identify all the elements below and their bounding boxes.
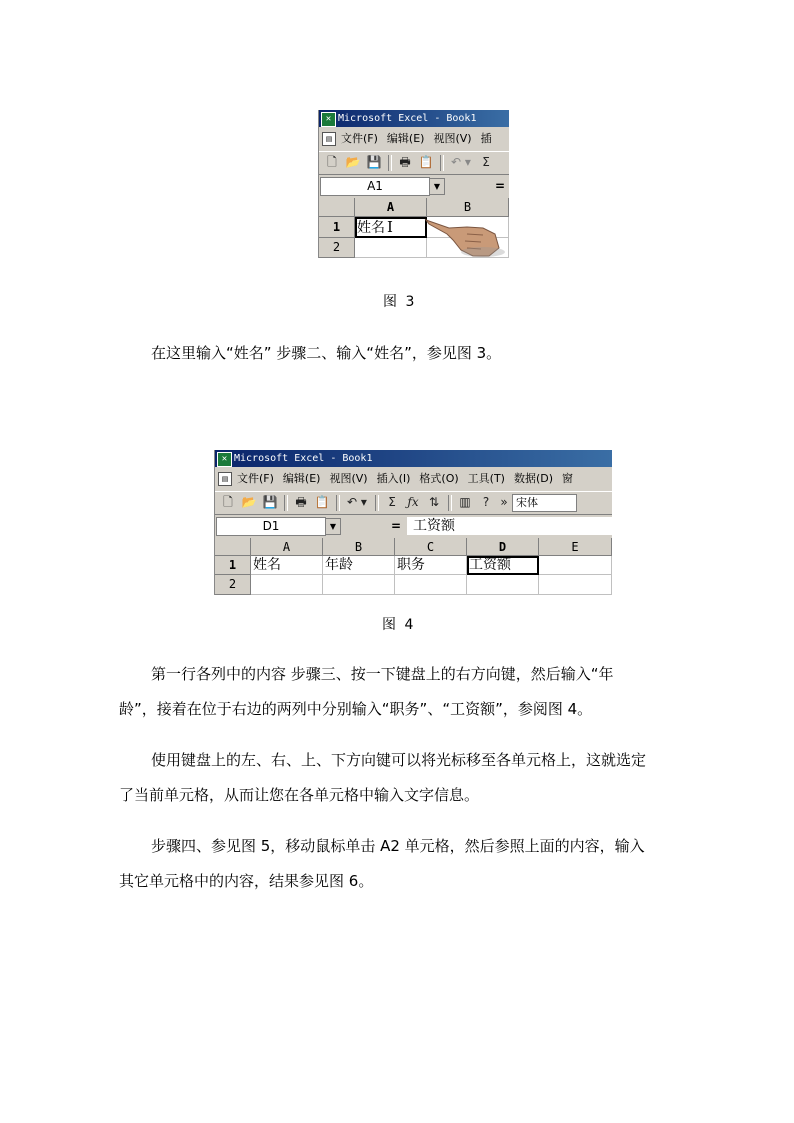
menu-tools[interactable]: 工具(T) <box>467 472 505 485</box>
worksheet-grid <box>215 538 612 595</box>
title-bar <box>215 450 612 467</box>
row-header-2[interactable]: 2 <box>215 575 251 595</box>
cell-d1[interactable]: 工资额 <box>467 556 539 575</box>
name-box-dropdown-icon[interactable]: ▼ <box>325 518 341 535</box>
menu-edit[interactable]: 编辑(E) <box>386 132 425 145</box>
toolbar-separator <box>448 495 452 511</box>
new-document-icon[interactable]: 🗋 <box>327 155 337 169</box>
toolbar-separator <box>336 495 340 511</box>
cell-a2[interactable] <box>355 238 427 258</box>
text-cursor-icon: I <box>387 218 393 236</box>
cell-e2[interactable] <box>539 575 612 595</box>
toolbar-separator <box>375 495 379 511</box>
menu-data[interactable]: 数据(D) <box>513 472 554 485</box>
standard-toolbar <box>319 151 509 175</box>
menu-file[interactable]: 文件(F) <box>237 472 274 485</box>
cell-a2[interactable] <box>251 575 323 595</box>
undo-icon[interactable]: ↶ ▾ <box>347 495 367 509</box>
menu-edit[interactable]: 编辑(E) <box>282 472 321 485</box>
new-document-icon[interactable]: 🗋 <box>223 495 233 509</box>
cell-d2[interactable] <box>467 575 539 595</box>
column-header-d[interactable]: D <box>467 538 539 556</box>
font-name-box[interactable]: 宋体 <box>512 494 577 512</box>
cell-a1-value: 姓名 <box>357 220 385 236</box>
cell-c1[interactable]: 职务 <box>395 556 467 575</box>
undo-icon[interactable]: ↶ ▾ <box>451 155 471 169</box>
cell-b1[interactable]: 年龄 <box>323 556 395 575</box>
cell-b2[interactable] <box>323 575 395 595</box>
figure-3-caption: 图 3 <box>383 294 417 310</box>
column-header-c[interactable]: C <box>395 538 467 556</box>
column-header-e[interactable]: E <box>539 538 612 556</box>
standard-toolbar <box>215 491 612 515</box>
window-title: Microsoft Excel - Book1 <box>338 113 477 124</box>
formula-bar <box>319 176 509 196</box>
cell-a1[interactable]: 姓名 <box>251 556 323 575</box>
function-fx-icon[interactable]: ƒx <box>407 495 419 509</box>
column-header-a[interactable]: A <box>251 538 323 556</box>
menu-window[interactable]: 窗 <box>562 472 574 485</box>
menu-view[interactable]: 视图(V) <box>433 132 472 145</box>
excel-window-figure-4 <box>214 450 612 595</box>
document-icon[interactable]: ▤ <box>322 132 336 146</box>
pointing-hand-icon <box>423 214 509 258</box>
menu-bar <box>215 469 612 489</box>
row-header-1[interactable]: 1 <box>215 556 251 575</box>
excel-app-icon: ✕ <box>217 452 232 467</box>
toolbar-overflow-icon[interactable]: » <box>500 495 508 509</box>
toolbar-separator <box>284 495 288 511</box>
cell-c2[interactable] <box>395 575 467 595</box>
name-box-dropdown-icon[interactable]: ▼ <box>429 178 445 195</box>
paste-icon[interactable]: 📋 <box>314 495 330 509</box>
menu-file[interactable]: 文件(F) <box>341 132 378 145</box>
select-all-corner[interactable] <box>215 538 251 556</box>
row-header-1[interactable]: 1 <box>319 217 355 238</box>
paragraph-arrow-keys-line-1: 使用键盘上的左、右、上、下方向键可以将光标移至各单元格上，这就选定 <box>151 751 647 769</box>
sort-ascending-icon[interactable]: ⇅ <box>428 495 440 509</box>
print-icon[interactable]: 🖶 <box>295 495 307 509</box>
menu-insert[interactable]: 插 <box>480 132 492 145</box>
paragraph-arrow-keys-line-2: 了当前单元格，从而让您在各单元格中输入文字信息。 <box>119 786 480 804</box>
menu-view[interactable]: 视图(V) <box>329 472 368 485</box>
formula-equals-icon[interactable]: = <box>495 179 506 193</box>
print-icon[interactable]: 🖶 <box>399 155 411 169</box>
excel-app-icon: ✕ <box>321 112 336 127</box>
save-icon[interactable]: 💾 <box>262 495 278 509</box>
column-header-a[interactable]: A <box>355 198 427 217</box>
column-header-b[interactable]: B <box>427 198 509 217</box>
formula-equals-icon[interactable]: = <box>391 519 402 533</box>
column-header-b[interactable]: B <box>323 538 395 556</box>
figure-4-caption: 图 4 <box>382 617 416 633</box>
paragraph-step-4-line-1: 步骤四、参见图 5，移动鼠标单击 A2 单元格，然后参照上面的内容，输入 <box>151 837 645 855</box>
paragraph-step-4-line-2: 其它单元格中的内容，结果参见图 6。 <box>119 872 374 890</box>
name-box[interactable]: D1 <box>216 517 326 536</box>
autosum-icon[interactable]: Σ <box>482 155 490 169</box>
select-all-corner[interactable] <box>319 198 355 217</box>
name-box[interactable]: A1 <box>320 177 430 196</box>
save-icon[interactable]: 💾 <box>366 155 382 169</box>
autosum-icon[interactable]: Σ <box>388 495 396 509</box>
title-bar <box>319 110 509 127</box>
row-header-2[interactable]: 2 <box>319 238 355 258</box>
menu-insert[interactable]: 插入(I) <box>376 472 411 485</box>
menu-bar <box>319 129 509 149</box>
formula-input[interactable]: 工资额 <box>407 517 612 535</box>
paste-icon[interactable]: 📋 <box>418 155 434 169</box>
open-folder-icon[interactable]: 📂 <box>345 155 361 169</box>
paragraph-step-2: 在这里输入“姓名” 步骤二、输入“姓名”，参见图 3。 <box>151 344 502 362</box>
open-folder-icon[interactable]: 📂 <box>241 495 257 509</box>
paragraph-step-3-line-1: 第一行各列中的内容 步骤三、按一下键盘上的右方向键，然后输入“年 <box>151 665 614 683</box>
cell-e1[interactable] <box>539 556 612 575</box>
help-icon[interactable]: ? <box>482 495 490 509</box>
paragraph-step-3-line-2: 龄”，接着在位于右边的两列中分别输入“职务”、“工资额”，参阅图 4。 <box>119 700 593 718</box>
excel-window-figure-3 <box>318 110 509 258</box>
chart-wizard-icon[interactable]: ▥ <box>459 495 471 509</box>
cell-a1[interactable] <box>355 217 427 238</box>
toolbar-separator <box>388 155 392 171</box>
formula-bar <box>215 516 612 536</box>
window-title: Microsoft Excel - Book1 <box>234 453 373 464</box>
document-icon[interactable]: ▤ <box>218 472 232 486</box>
menu-format[interactable]: 格式(O) <box>419 472 459 485</box>
toolbar-separator <box>440 155 444 171</box>
